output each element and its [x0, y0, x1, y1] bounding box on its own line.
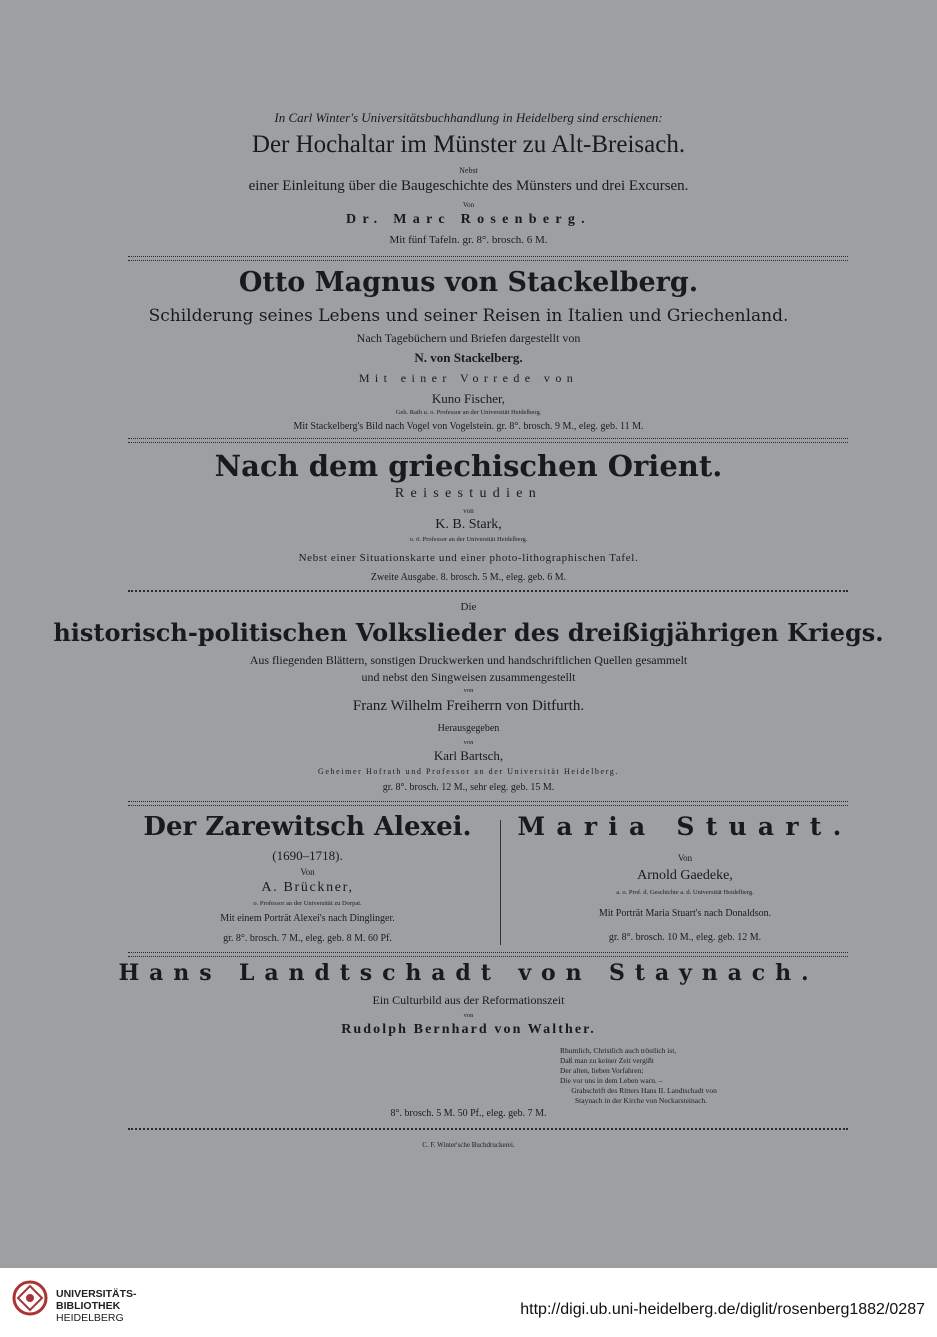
- permalink-url[interactable]: http://digi.ub.uni-heidelberg.de/diglit/rosenberg1882/0287: [520, 1301, 925, 1318]
- book4-line3: und nebst den Singweisen zusammengestellt: [361, 670, 576, 684]
- library-name-line3: HEIDELBERG: [56, 1312, 124, 1324]
- book7-von: von: [463, 1012, 474, 1019]
- book3-info: Zweite Ausgabe. 8. brosch. 5 M., eleg. geb. 6 M.: [370, 572, 567, 583]
- book2-preface-author: Kuno Fischer,: [431, 391, 506, 406]
- book7-subtitle: Ein Culturbild aus der Reformationszeit: [372, 993, 565, 1007]
- book2-vorrede: Mit einer Vorrede von: [358, 371, 579, 385]
- book4-von2: von: [463, 739, 474, 746]
- book3-von: von: [463, 507, 474, 515]
- library-name-line1: UNIVERSITÄTS-: [56, 1288, 137, 1300]
- epigraph-line: Rhumlich, Christlich auch tröstlich ist,: [560, 1046, 677, 1055]
- book1-subtitle: einer Einleitung über die Baugeschichte des Münsters und drei Excursen.: [248, 178, 689, 194]
- book3-subtitle: Reisestudien: [394, 486, 543, 501]
- book1-nebst: Nebst: [459, 166, 478, 175]
- column-divider: [500, 820, 501, 945]
- book6-author: Arnold Gaedeke,: [637, 868, 733, 883]
- book4-von: von: [463, 687, 474, 694]
- book7-epigraph: [560, 1046, 717, 1106]
- epigraph-line: Daß man zu keiner Zeit vergißt: [560, 1056, 654, 1065]
- divider: [128, 256, 848, 261]
- book1-title: Der Hochaltar im Münster zu Alt-Breisach.: [251, 131, 686, 158]
- book6-role: a. o. Prof. d. Geschichte a. d. Universität Heidelberg.: [616, 889, 754, 896]
- divider: [128, 438, 848, 443]
- book4-editor: Karl Bartsch,: [433, 748, 504, 763]
- epigraph-line: Die vor uns in dem Leben warn. –: [560, 1076, 663, 1085]
- book6-von: Von: [677, 853, 693, 863]
- book4-author: Franz Wilhelm Freiherrn von Ditfurth.: [352, 698, 585, 714]
- book5-title: Der Zarewitsch Alexei.: [143, 812, 472, 842]
- book5-von: Von: [300, 867, 315, 877]
- book7-title: Hans Landtschadt von Staynach.: [118, 960, 819, 986]
- book4-line2: Aus fliegenden Blättern, sonstigen Druckwerken und handschriftlichen Quellen gesammelt: [249, 653, 688, 667]
- printer-imprint: C. F. Winter'sche Buchdruckerei.: [422, 1141, 515, 1149]
- book5-role: o. Professor an der Universität zu Dorpat.: [253, 900, 362, 907]
- book2-info: Mit Stackelberg's Bild nach Vogel von Vogelstein. gr. 8°. brosch. 9 M., eleg. geb. 11 M.: [293, 421, 644, 432]
- book6-portrait: Mit Porträt Maria Stuart's nach Donaldson.: [598, 908, 772, 919]
- library-name-line2: BIBLIOTHEK: [56, 1300, 121, 1312]
- book5-years: (1690–1718).: [272, 848, 343, 863]
- book2-title: Otto Magnus von Stackelberg.: [238, 267, 699, 298]
- divider: [128, 590, 848, 592]
- book2-author: N. von Stackelberg.: [414, 350, 523, 365]
- book2-line3: Nach Tagebüchern und Briefen dargestellt von: [356, 331, 581, 345]
- book6-info: gr. 8°. brosch. 10 M., eleg. geb. 12 M.: [608, 932, 762, 943]
- book2-subtitle: Schilderung seines Lebens und seiner Reisen in Italien und Griechenland.: [148, 306, 789, 326]
- book5-author: A. Brückner,: [261, 880, 354, 895]
- book1-von: Von: [462, 201, 475, 209]
- university-library-logo-icon[interactable]: [12, 1280, 48, 1316]
- book3-author: K. B. Stark,: [435, 517, 502, 532]
- book1-info: Mit fünf Tafeln. gr. 8°. brosch. 6 M.: [389, 234, 548, 246]
- library-name[interactable]: [56, 1288, 137, 1324]
- book7-info: 8°. brosch. 5 M. 50 Pf., eleg. geb. 7 M.: [390, 1108, 547, 1119]
- divider: [128, 952, 848, 957]
- book2-preface-role: Geh. Rath u. o. Professor an der Universität Heidelberg.: [395, 409, 542, 416]
- book5-info: gr. 8°. brosch. 7 M., eleg. geb. 8 M. 60 Pf.: [223, 933, 392, 944]
- book1-author: Dr. Marc Rosenberg.: [346, 212, 591, 227]
- epigraph-line: Der alten, lieben Vorfahren;: [560, 1066, 644, 1075]
- publisher-intro: In Carl Winter's Universitätsbuchhandlung in Heidelberg sind erschienen:: [274, 110, 663, 125]
- book6-title: Maria Stuart.: [517, 812, 853, 841]
- book4-info: gr. 8°. brosch. 12 M., sehr eleg. geb. 15 M.: [382, 782, 555, 793]
- book5-portrait: Mit einem Porträt Alexei's nach Dinglinger.: [220, 913, 395, 924]
- book4-title: historisch-politischen Volkslieder des dreißigjährigen Kriegs.: [53, 618, 884, 647]
- book3-extra: Nebst einer Situationskarte und einer photo-lithographischen Tafel.: [298, 552, 639, 564]
- book4-editor-role: Geheimer Hofrath und Professor an der Universität Heidelberg.: [318, 767, 619, 776]
- divider: [128, 1128, 848, 1130]
- book4-herausgegeben: Herausgegeben: [437, 723, 500, 734]
- book3-role: o. ö. Professor an der Universität Heidelberg.: [409, 536, 528, 543]
- book4-die: Die: [460, 601, 477, 613]
- book7-author: Rudolph Bernhard von Walther.: [341, 1022, 596, 1037]
- divider: [128, 801, 848, 806]
- epigraph-line: Grabschrift des Ritters Hans II. Landtschadt von: [560, 1086, 717, 1095]
- book3-title: Nach dem griechischen Orient.: [214, 449, 723, 483]
- epigraph-line: Staynach in der Kirche von Neckarsteinach.: [560, 1096, 708, 1105]
